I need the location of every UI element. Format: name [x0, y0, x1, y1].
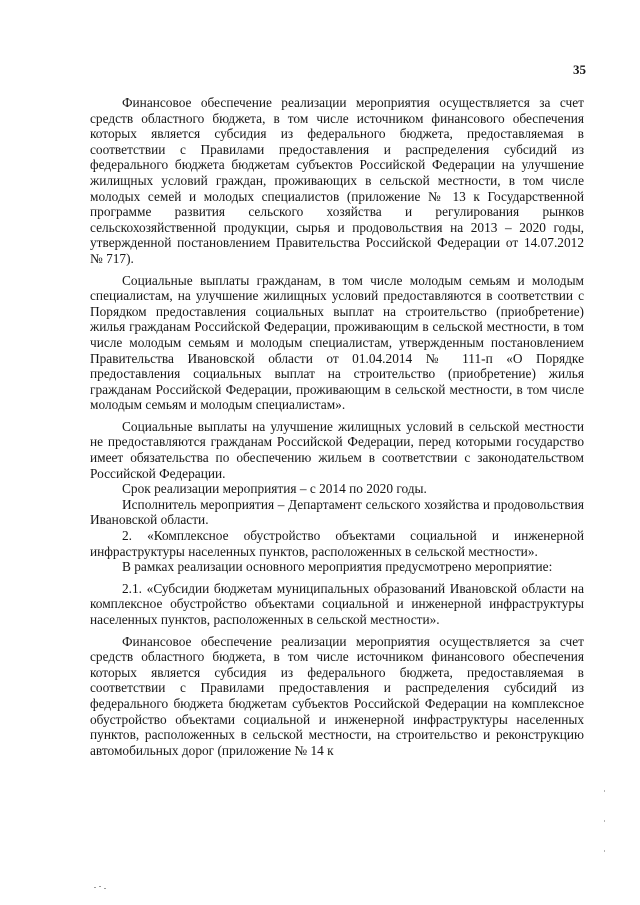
scan-margin-marks — [603, 790, 607, 860]
paragraph-executor: Исполнитель мероприятия – Департамент сельского хозяйства и продовольствия Ивановской области. — [90, 496, 584, 528]
paragraph-financing-housing: Финансовое обеспечение реализации мероприятия осуществляется за счет средств областного бюджета, в том числе источником финансового обеспечения которых является субсидия из федерального бюджета, предоставляемая в соответствии с Правилами предоставления и распределения субсидий из федерального бюджета бюджетам субъектов Российской Федерации на улучшение жилищных условий граждан, проживающих в сельской местности, в том числе молодых семей и молодых специалистов (приложение № 13 к Государственной программе развития сельского хозяйства и регулирования рынков сельскохозяйственной продукции, сырья и продовольствия на 2013 – 2020 годы, утвержденной постановлением Правительства Российской Федерации от 14.07.2012 № 717). — [90, 95, 584, 266]
page-number: 35 — [573, 62, 586, 77]
body-text — [90, 95, 584, 758]
paragraph-social-payments: Социальные выплаты гражданам, в том числе молодым семьям и молодым специалистам, на улучшение жилищных условий предоставляются в соответствии с Порядком предоставления социальных выплат на строительство (приобретение) жилья гражданам Российской Федерации, проживающим в сельской местности, в том числе молодым семьям и молодым специалистам, утвержденным постановлением Правительства Ивановской области от 01.04.2014 № 111-п «О Порядке предоставления социальных выплат на строительство (приобретение) жилья гражданам Российской Федерации, проживающим в сельской местности, в том числе молодым семьям и молодым специалистам». — [90, 272, 584, 413]
paragraph-financing-infrastructure: Финансовое обеспечение реализации мероприятия осуществляется за счет средств областного бюджета, в том числе источником финансового обеспечения которых является субсидия из федерального бюджета, предоставляемая в соответствии с Правилами предоставления и распределения субсидий из федерального бюджета бюджетам субъектов Российской Федерации на комплексное обустройство объектами социальной и инженерной инфраструктуры населенных пунктов, расположенных в сельской местности, на строительство и реконструкцию автомобильных дорог (приложение № 14 к — [90, 633, 584, 758]
paragraph-main-activity-2: 2. «Комплексное обустройство объектами социальной и инженерной инфраструктуры населенных пунктов, расположенных в сельской местности». — [90, 528, 584, 559]
paragraph-implementation-period: Срок реализации мероприятия – с 2014 по 2020 годы. — [122, 481, 427, 497]
paragraph-within-framework: В рамках реализации основного мероприятия предусмотрено мероприятие: — [122, 559, 553, 575]
paragraph-activity-2-1: 2.1. «Субсидии бюджетам муниципальных образований Ивановской области на комплексное обустройство объектами социальной и инженерной инфраструктуры населенных пунктов, расположенных в сельской местности». — [90, 580, 584, 627]
paragraph-payments-restriction: Социальные выплаты на улучшение жилищных условий в сельской местности не предоставляются гражданам Российской Федерации, перед которыми государство имеет обязательства по обеспечению жильем в соответствии с законодательством Российской Федерации. — [90, 418, 584, 481]
scan-specks — [94, 885, 108, 891]
